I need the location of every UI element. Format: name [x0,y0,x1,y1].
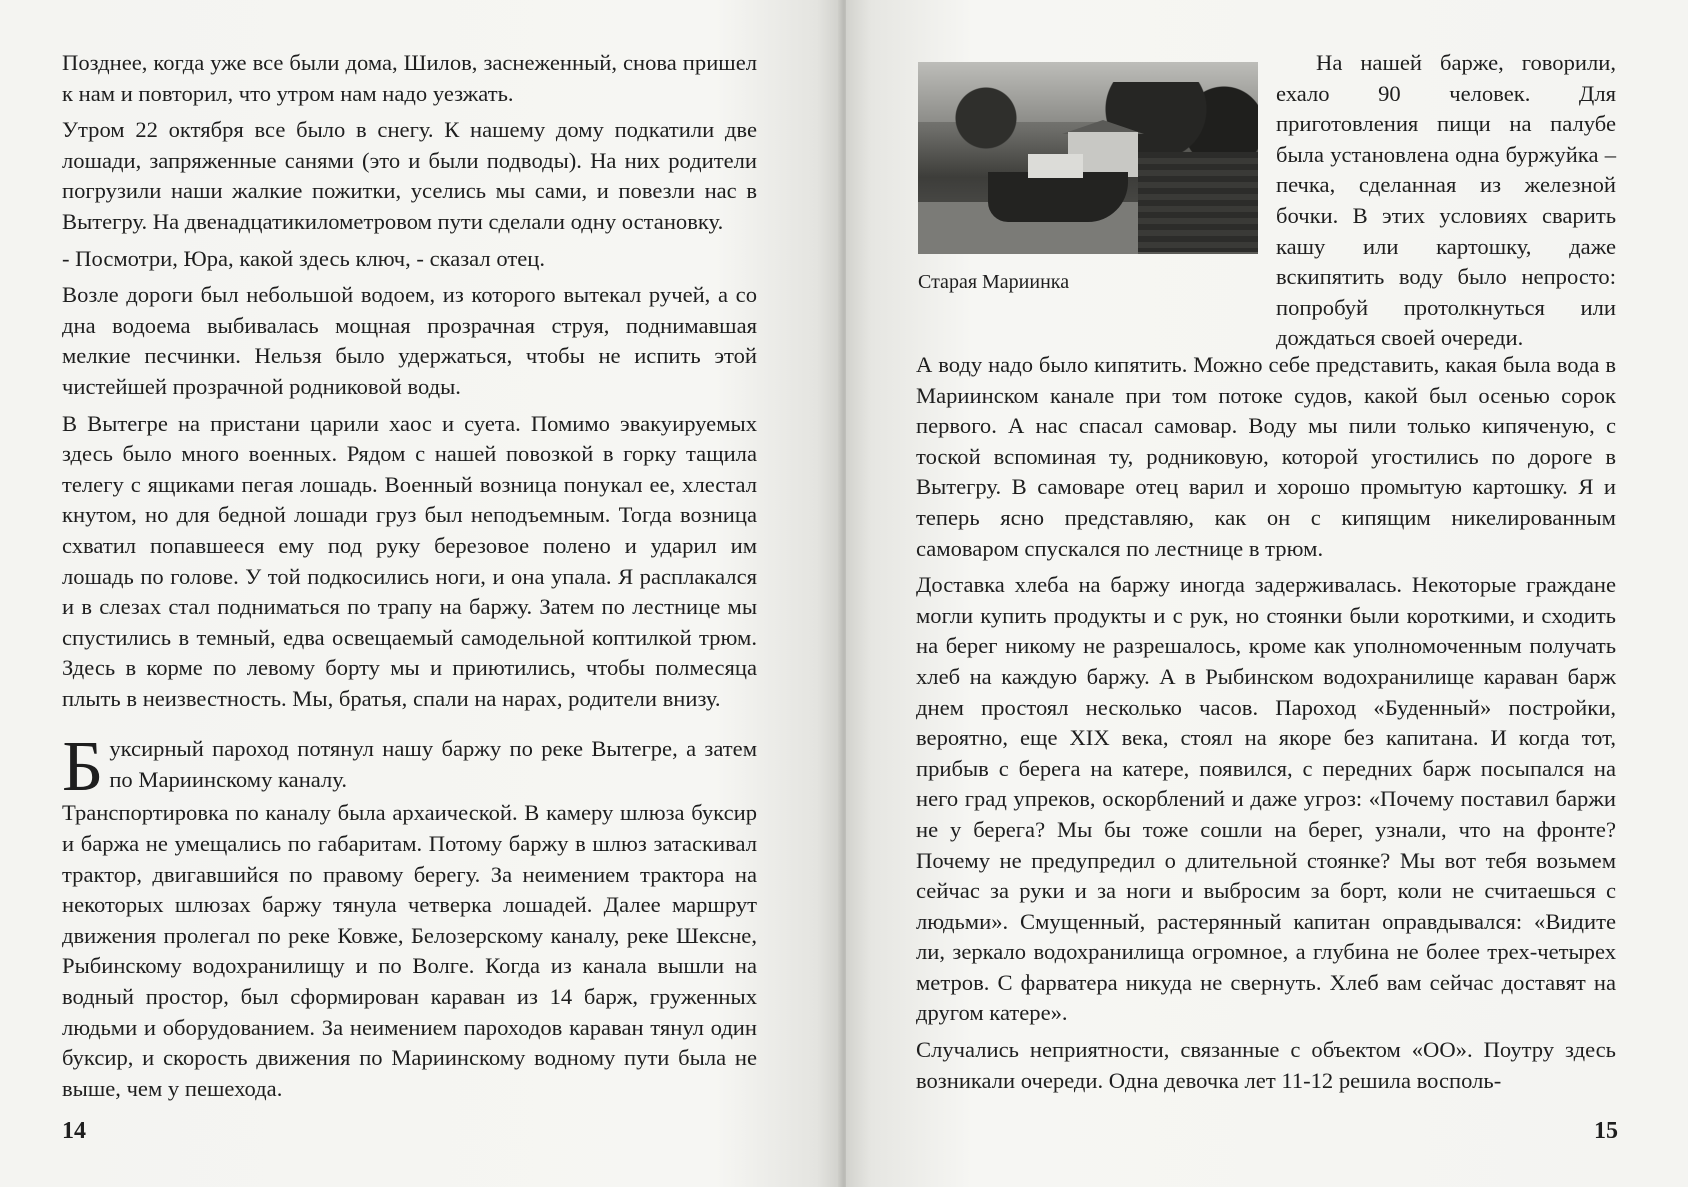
dropcap-paragraph [62,726,757,807]
paragraph: - Посмотри, Юра, какой здесь ключ, - сказал отец. [62,245,545,271]
canal-lock-photo [918,62,1258,254]
page-number: 15 [1594,1118,1618,1144]
paragraph: На нашей барже, говорили, ехало 90 человек. Для приготовления пищи на палубе была установлена одна буржуйка – печка, сделанная из железной бочки. В этих условиях сварить кашу или картошку, даже вскипятить воду было непросто: попробуй протолкнуться или дождаться своей очереди. [1276,50,1616,351]
paragraph: Позднее, когда уже все были дома, Шилов, заснеженный, снова пришел к нам и повторил, что утром нам надо уезжать. [62,50,757,106]
paragraph: Доставка хлеба на баржу иногда задерживалась. Некоторые граждане могли купить продукты и с рук, но стоянки были короткими, и сходить на берег никому не разрешалось, кроме как уполномоченным получать хлеб на каждую баржу. А в Рыбинском водохранилище караван барж днем простоял несколько часов. Пароход «Буденный» постройки, вероятно, еще XIX века, стоял на якоре без капитана. И когда тот, прибыв с берега на катере, появился, с передних барж посыпался на него град упреков, оскорблений и даже угроз: «Почему поставил баржи не у берега? Мы бы тоже сошли на берег, узнали, что на фронте? Почему не предупредил о длительной стоянке? Мы вот тебя возьмем сейчас за руки и за ноги и выбросим за борт, коли не считаешься с людьми». Смущенный, растерянный капитан оправдывался: «Видите ли, зеркало водохранилища огромное, а глубина не более трех-четырех метров. С фарватера никуда не свернуть. Хлеб вам сейчас доставят на другом катере». [916,572,1616,1026]
paragraph: Транспортировка по каналу была архаической. В камеру шлюза буксир и баржа не умещались по габаритам. Потому баржу в шлюз затаскивал трактор, двигавшийся по правому берегу. За неимением трактора на некоторых шлюзах баржу тянула четверка лошадей. Далее маршрут движения пролегал по реке Ковже, Белозерскому каналу, реке Шексне, Рыбинскому водохранилищу и по Волге. Когда из канала вышли на водный простор, был сформирован караван из 14 барж, груженных людьми и оборудованием. За неимением пароходов караван тянул один буксир, и скорость движения по Мариинскому водному пути была не выше, чем у пешехода. [62,800,757,1101]
photo-caption: Старая Мариинка [918,271,1070,293]
page-number: 14 [62,1118,86,1144]
paragraph: Случались неприятности, связанные с объектом «ОО». Поутру здесь возникали очереди. Одна девочка лет 11-12 решила восполь- [916,1037,1616,1093]
right-page [846,0,1688,1187]
paragraph: уксирный пароход потянул нашу баржу по реке Вытегре, а затем по Мариинскому каналу. [109,736,757,793]
right-side-column [1276,48,1616,354]
dropcap-letter: Б [62,726,104,807]
paragraph: А воду надо было кипятить. Можно себе представить, какая была вода в Мариинском канале при том потоке судов, какой был осенью сорок первого. А нас спасал самовар. Воду мы пили только кипяченую, с тоской вспоминая ту, родниковую, которой угостились по дороге в Вытегру. В самоваре отец варил и хорошо промытую картошку. Я и теперь ясно представляю, как он с кипящим никелированным самоваром спускался по лестнице в трюм. [916,352,1616,561]
paragraph: Возле дороги был небольшой водоем, из которого вытекал ручей, а со дна водоема выбивалась мощная прозрачная струя, поднимавшая мелкие песчинки. Нельзя было удержаться, чтобы не испить этой чистейшей прозрачной родниковой воды. [62,282,757,399]
paragraph: В Вытегре на пристани царили хаос и суета. Помимо эвакуируемых здесь было много военных. Рядом с нашей повозкой в горку тащила телегу с ящиками пегая лошадь. Военный возница понукал ее, хлестал кнутом, но для бедной лошади груз был неподъемным. Тогда возница схватил попавшееся ему под руку березовое полено и ударил им лошадь по голове. У той подкосились ноги, и она упала. Я расплакался и в слезах стал подниматься по трапу на баржу. Затем по лестнице мы спустились в темный, едва освещаемый самодельной коптилкой трюм. Здесь в корме по левому борту мы и приютились, чтобы полмесяца плыть в неизвестность. Мы, братья, спали на нарах, родители внизу. [62,410,757,711]
left-page [0,0,842,1187]
left-text-column [62,48,757,1104]
photo-figure [918,62,1258,294]
right-text-column [916,350,1616,1096]
paragraph: Утром 22 октября все было в снегу. К нашему дому подкатили две лошади, запряженные санями (это и были подводы). На них родители погрузили наши жалкие пожитки, уселись мы сами, и повезли нас в Вытегру. На двенадцатикилометровом пути сделали одну остановку. [62,117,757,234]
